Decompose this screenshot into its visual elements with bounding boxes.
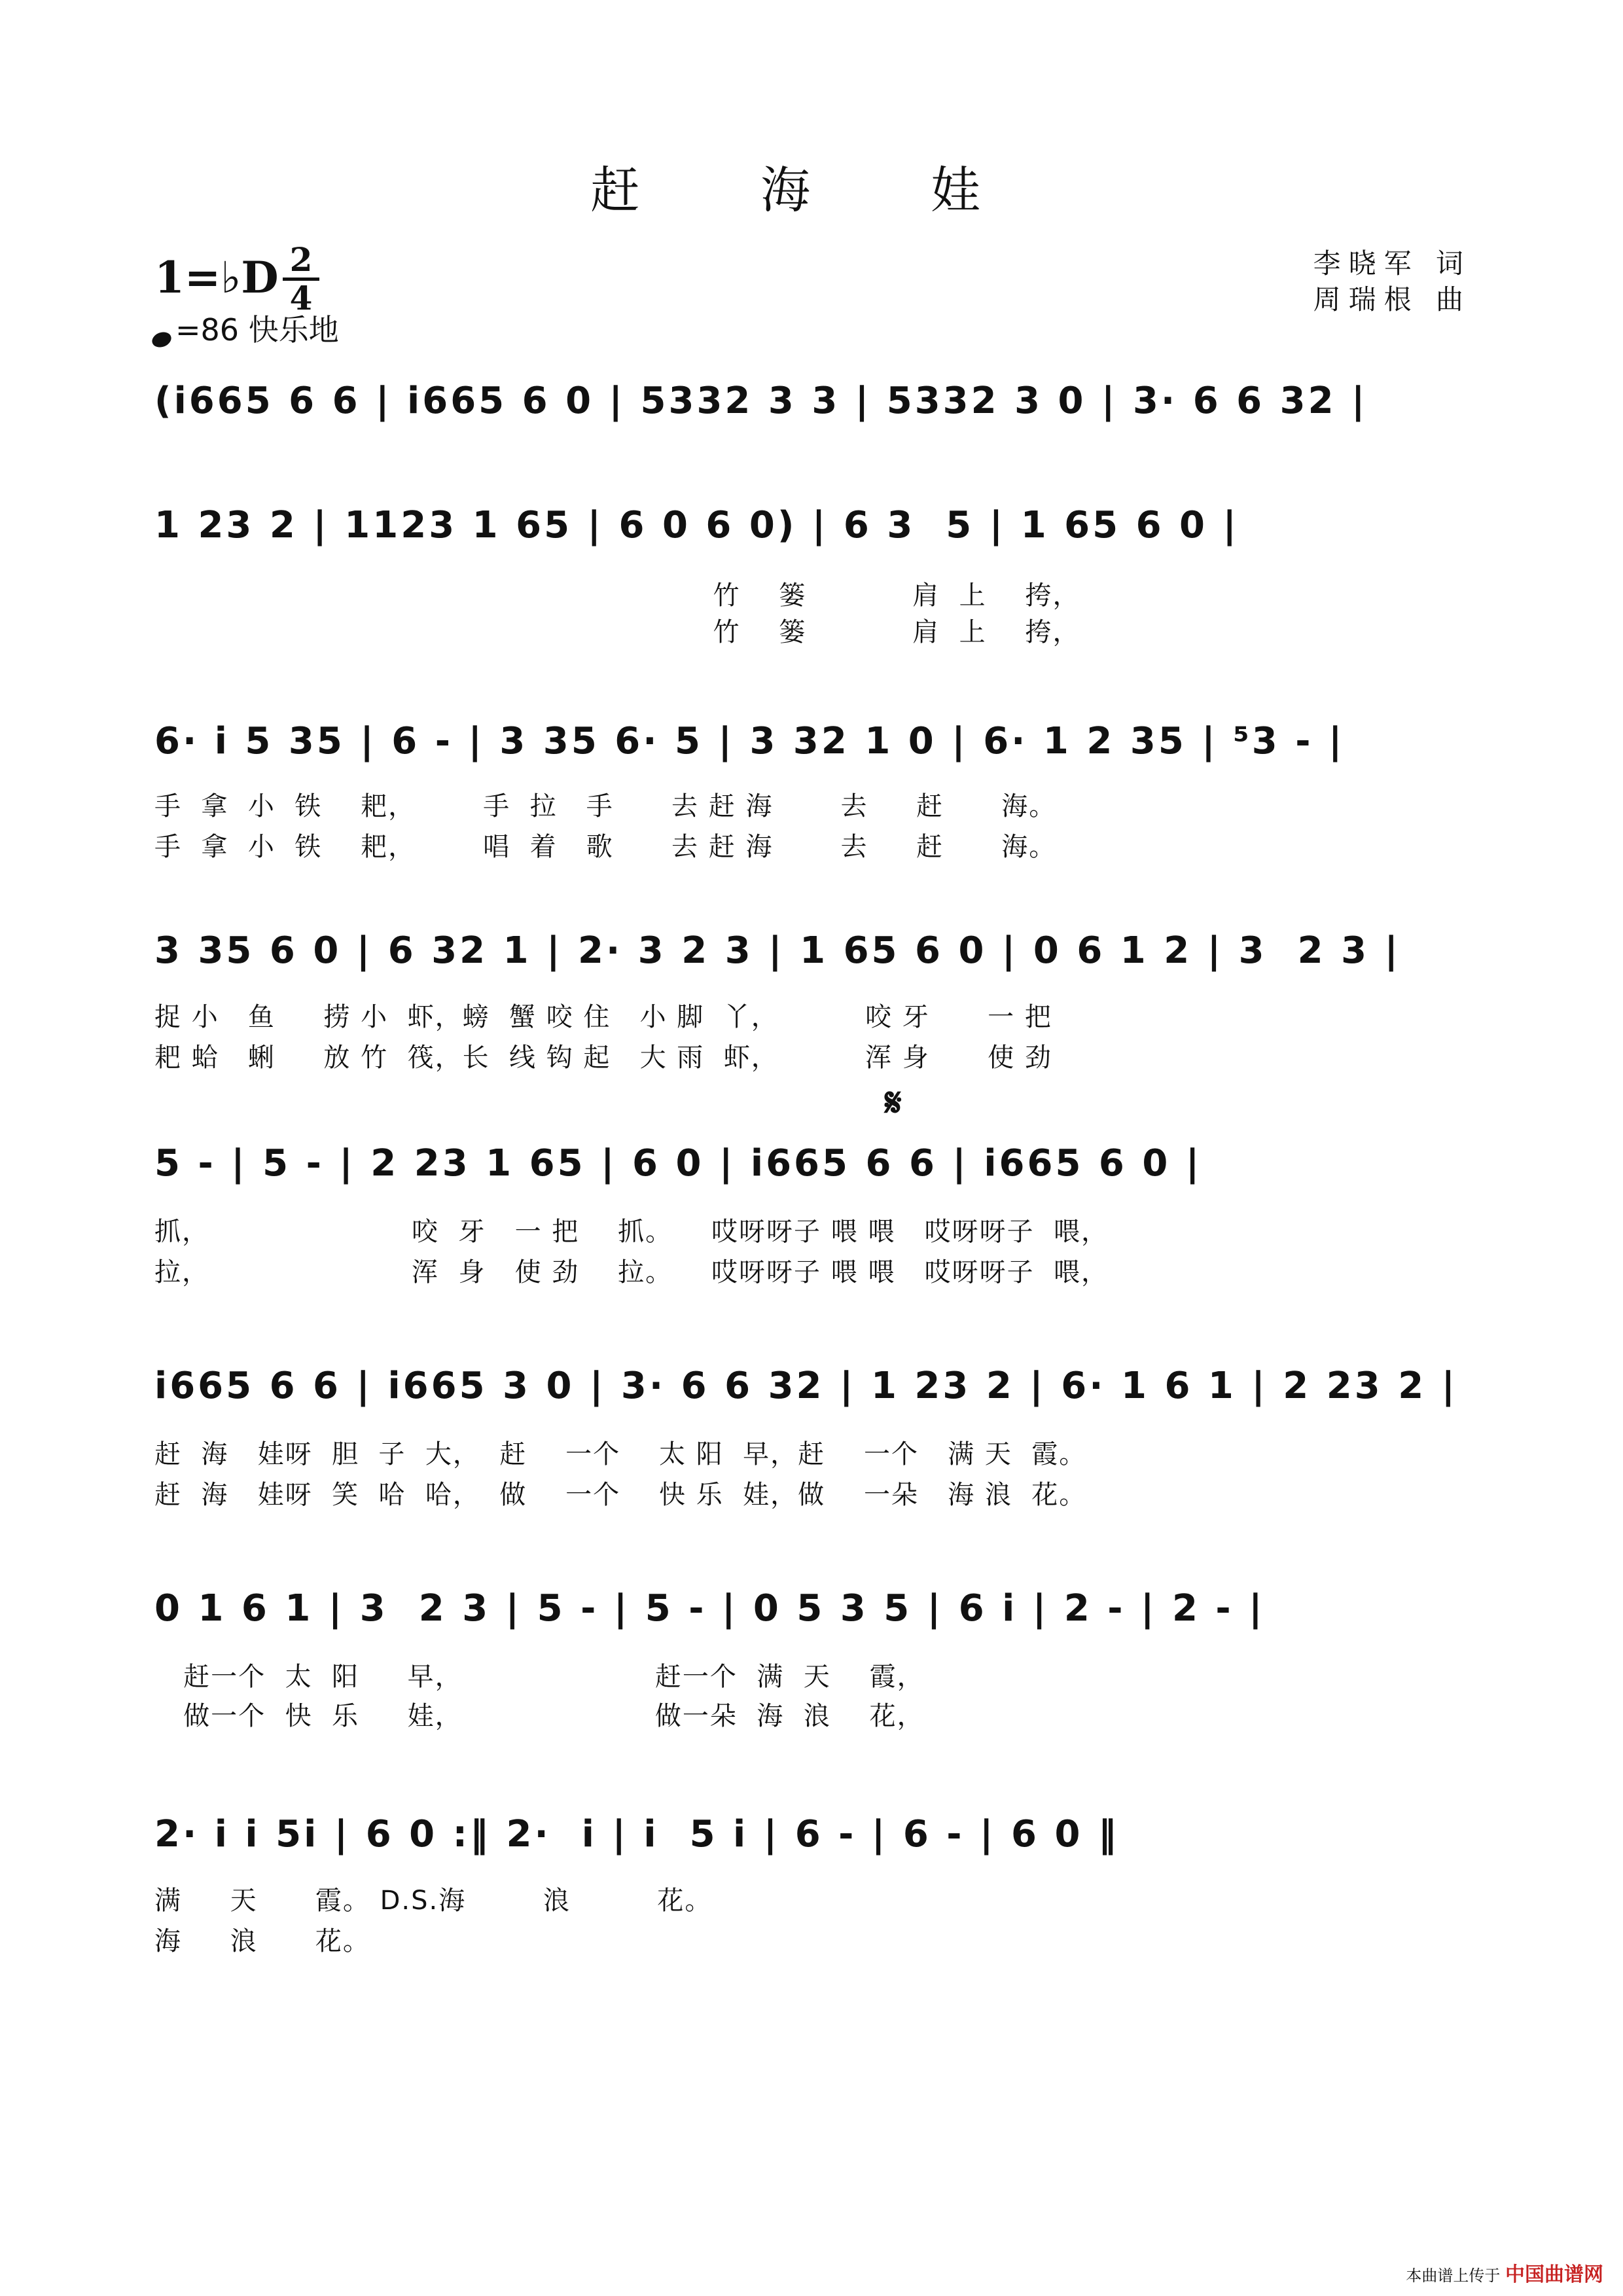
notation-line: 6· i 5 35 | 6 - | 3 35 6· 5 | 3 32 1 0 | 6· 1 2 35 | ⁵3 - | bbox=[154, 720, 1345, 762]
notation-line: 5 - | 5 - | 2 23 1 65 | 6 0 | i665 6 6 | i665 6 0 | bbox=[154, 1142, 1202, 1185]
footer-text: 本曲谱上传于 bbox=[1406, 2267, 1501, 2285]
lyric-line: 做一个 快 乐 娃， 做一朵 海 浪 花， bbox=[154, 1701, 925, 1731]
lyric-line: 竹 篓 肩 上 挎， bbox=[154, 581, 1080, 611]
lyric-line: 竹 篓 肩 上 挎， bbox=[154, 617, 1080, 647]
tempo-text: =86 快乐地 bbox=[175, 312, 339, 348]
lyric-line: 捉 小 鱼 捞 小 虾，螃 蟹 咬 住 小 脚 丫， 咬 牙 一 把 bbox=[154, 1002, 1052, 1032]
lyric-line: 赶 海 娃呀 胆 子 大， 赶 一个 太 阳 早，赶 一个 满 天 霞。 bbox=[154, 1439, 1087, 1469]
lyric-line: 满 天 霞。 D.S.海 浪 花。 bbox=[154, 1886, 713, 1916]
quarter-note-icon bbox=[150, 330, 173, 350]
site-footer bbox=[1406, 2258, 1603, 2287]
time-signature bbox=[283, 240, 319, 317]
site-logo: 中国曲谱网 bbox=[1505, 2263, 1603, 2286]
lyric-line: 抓， 咬 牙 一 把 抓。 哎呀呀子 喂 喂 哎呀呀子 喂， bbox=[154, 1217, 1109, 1247]
segno-sign: 𝄋 bbox=[885, 1080, 902, 1126]
lyricist-credit: 李晓军 词 bbox=[1313, 247, 1471, 279]
score-row-6 bbox=[154, 1365, 1476, 1430]
lyric-line: 耙 蛤 蜊 放 竹 筏，长 线 钩 起 大 雨 虾， 浑 身 使 劲 bbox=[154, 1043, 1052, 1073]
notation-line: 3 35 6 0 | 6 32 1 | 2· 3 2 3 | 1 65 6 0 | 0 6 1 2 | 3 2 3 | bbox=[154, 929, 1401, 972]
lyric-line: 海 浪 花。 bbox=[154, 1926, 370, 1956]
page-title: 赶 海 娃 bbox=[590, 161, 1033, 219]
lyric-line: 手 拿 小 铁 耙， 唱 着 歌 去 赶 海 去 赶 海。 bbox=[154, 832, 1057, 862]
score-row-5 bbox=[154, 1142, 1476, 1208]
score-row-7 bbox=[154, 1587, 1476, 1653]
score-row-2 bbox=[154, 504, 1476, 569]
notation-line: (i665 6 6 | i665 6 0 | 5332 3 3 | 5332 3 0 | 3· 6 6 32 | bbox=[154, 380, 1368, 422]
score-row-4 bbox=[154, 929, 1476, 995]
notation-line: 1 23 2 | 1123 1 65 | 6 0 6 0) | 6 3 5 | 1 65 6 0 | bbox=[154, 504, 1239, 547]
tempo-marking bbox=[152, 306, 339, 350]
notation-line: i665 6 6 | i665 3 0 | 3· 6 6 32 | 1 23 2 | 6· 1 6 1 | 2 23 2 | bbox=[154, 1365, 1458, 1407]
key-signature: 1=♭D bbox=[154, 252, 279, 303]
lyric-line: 手 拿 小 铁 耙， 手 拉 手 去 赶 海 去 赶 海。 bbox=[154, 791, 1057, 821]
score-row-1 bbox=[154, 380, 1476, 445]
lyric-line: 拉， 浑 身 使 劲 拉。 哎呀呀子 喂 喂 哎呀呀子 喂， bbox=[154, 1257, 1109, 1287]
score-row-3 bbox=[154, 720, 1476, 785]
score-row-8 bbox=[154, 1813, 1476, 1878]
notation-line: 0 1 6 1 | 3 2 3 | 5 - | 5 - | 0 5 3 5 | 6 i | 2 - | 2 - | bbox=[154, 1587, 1265, 1630]
lyric-line: 赶一个 太 阳 早， 赶一个 满 天 霞， bbox=[154, 1662, 925, 1692]
notation-line: 2· i i 5i | 6 0 :‖ 2· i | i 5 i | 6 - | 6 - | 6 0 ‖ bbox=[154, 1813, 1119, 1856]
meter-bottom: 4 bbox=[289, 279, 313, 317]
lyric-line: 赶 海 娃呀 笑 哈 哈， 做 一个 快 乐 娃，做 一朵 海 浪 花。 bbox=[154, 1480, 1087, 1510]
composer-credit: 周瑞根 曲 bbox=[1313, 283, 1471, 315]
meter-top: 2 bbox=[289, 240, 313, 279]
